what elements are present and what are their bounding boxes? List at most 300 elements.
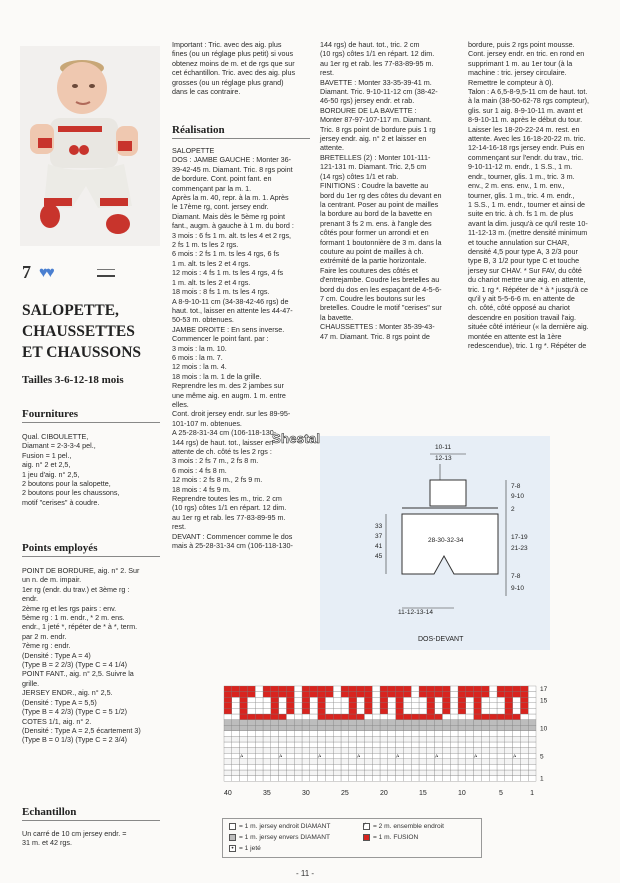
grid-cell [489, 736, 497, 742]
text-line: 1 m. alt. ts les 2 et 4 rgs. [172, 277, 251, 287]
grid-cell [411, 725, 419, 731]
grid-cell [427, 731, 435, 737]
grid-cell [232, 776, 240, 782]
grid-cell [357, 742, 365, 748]
grid-cell [466, 770, 474, 776]
grid-cell [528, 731, 536, 737]
grid-x-label: 15 [419, 790, 427, 798]
text-line: rest. [172, 522, 186, 532]
grid-cell [481, 731, 489, 737]
grid-cell [255, 692, 263, 698]
grid-cell [497, 753, 505, 759]
text-line: CHAUSSETTES : Monter 35-39-43- [320, 322, 435, 332]
grid-cell [364, 731, 372, 737]
grid-cell [341, 770, 349, 776]
grid-cell [388, 720, 396, 726]
schema-title: DOS-DEVANT [418, 636, 464, 643]
text-line: Laisser les 18-20-22-24 m. rest. en [468, 124, 580, 134]
grid-cell [333, 708, 341, 714]
grid-cell [520, 708, 528, 714]
grid-cell [271, 686, 279, 692]
grid-cell [294, 697, 302, 703]
grid-cell [286, 764, 294, 770]
grid-cell [458, 731, 466, 737]
grid-cell [302, 753, 310, 759]
text-line: Remettre le compteur à 0). [468, 77, 554, 87]
grid-cell [458, 692, 466, 698]
grid-cell [481, 725, 489, 731]
grid-cell [520, 714, 528, 720]
grid-cell [263, 692, 271, 698]
grid-cell [341, 776, 349, 782]
grid-cell [435, 736, 443, 742]
grid-cell [232, 697, 240, 703]
grid-cell [528, 748, 536, 754]
grid-cell [450, 731, 458, 737]
grid-cell [388, 708, 396, 714]
text-line: attente. [320, 143, 344, 153]
grid-cell [325, 759, 333, 765]
grid-cell [349, 748, 357, 754]
grid-cell [240, 686, 248, 692]
schema-right-label: 17-19 [511, 534, 528, 541]
grid-cell [481, 764, 489, 770]
grid-cell [419, 742, 427, 748]
decrease-symbol: ⁄• [435, 754, 439, 760]
schema-right-label: 7-8 [511, 483, 521, 490]
title-line: ET CHAUSSONS [22, 344, 142, 361]
grid-cell [474, 692, 482, 698]
grid-cell [466, 748, 474, 754]
grid-cell [458, 770, 466, 776]
grid-cell [450, 720, 458, 726]
grid-cell [481, 748, 489, 754]
stitch-grid-chart [222, 684, 552, 802]
grid-cell [271, 748, 279, 754]
text-line: 2ème rg et les rgs pairs : env. [22, 603, 117, 613]
grid-cell [489, 708, 497, 714]
grid-cell [247, 748, 255, 754]
text-line: descendre en position travail l'aig. [468, 312, 577, 322]
grid-cell [286, 742, 294, 748]
grid-cell [286, 725, 294, 731]
realisation-heading: Réalisation [172, 124, 310, 139]
grid-cell [333, 753, 341, 759]
grid-cell [302, 731, 310, 737]
grid-y-label: 17 [540, 686, 548, 694]
text-line: montée en attente est la 1ère [468, 331, 562, 341]
grid-cell [302, 736, 310, 742]
grid-cell [435, 720, 443, 726]
grid-cell [474, 714, 482, 720]
decrease-symbol: ⁄• [513, 754, 517, 760]
grid-cell [388, 776, 396, 782]
grid-cell [325, 686, 333, 692]
grid-cell [224, 692, 232, 698]
grid-cell [271, 725, 279, 731]
text-line: une même aig. en augm. 1 m. entre [172, 390, 286, 400]
grid-cell [302, 759, 310, 765]
grid-cell [255, 686, 263, 692]
grid-x-label: 10 [458, 790, 466, 798]
fournitures-list [22, 432, 120, 507]
grid-cell [294, 742, 302, 748]
grid-cell [388, 770, 396, 776]
grid-cell [474, 686, 482, 692]
schema-right-label: 9-10 [511, 585, 525, 592]
grid-cell [450, 764, 458, 770]
grid-cell [435, 776, 443, 782]
grid-cell [279, 686, 287, 692]
grid-cell [247, 686, 255, 692]
grid-cell [341, 720, 349, 726]
text-line: 12 mois : 4 fs 1 m. ts les 4 rgs, 4 fs [172, 268, 284, 278]
grid-cell [247, 753, 255, 759]
grid-cell [396, 725, 404, 731]
grid-cell [271, 759, 279, 765]
grid-cell [310, 770, 318, 776]
grid-cell [341, 753, 349, 759]
grid-cell [364, 714, 372, 720]
grid-cell [513, 697, 521, 703]
text-line: tric. 1 rg *. Répéter de * à * jusqu'à ce [468, 284, 589, 294]
grid-cell [341, 708, 349, 714]
grid-cell [310, 686, 318, 692]
grid-cell [419, 759, 427, 765]
grid-cell [279, 764, 287, 770]
grid-cell [427, 770, 435, 776]
text-line: Monter 87-97-107-117 m. Diamant. [320, 115, 432, 125]
text-line: 7ème rg : endr. [22, 641, 71, 651]
text-line: couture au point de mailles à ch. [320, 246, 424, 256]
grid-cell [325, 770, 333, 776]
grid-cell [286, 753, 294, 759]
grid-cell [271, 742, 279, 748]
grid-cell [419, 731, 427, 737]
grid-cell [240, 742, 248, 748]
grid-cell [450, 770, 458, 776]
text-line: grille. [22, 678, 40, 688]
grid-cell [411, 720, 419, 726]
grid-cell [279, 703, 287, 709]
grid-cell [349, 686, 357, 692]
grid-cell [458, 736, 466, 742]
sizes-subtitle: Tailles 3-6-12-18 mois [22, 374, 124, 386]
text-line: qu'il y ait 5-5-6-6 m. en attente de [468, 293, 575, 303]
text-line: la bavette. [320, 312, 354, 322]
grid-cell [364, 725, 372, 731]
grid-cell [411, 697, 419, 703]
grid-cell [232, 708, 240, 714]
text-line: endr. [22, 594, 38, 604]
text-line: POINT FANT., aig. n° 2,5. Suivre la [22, 669, 134, 679]
grid-cell [497, 776, 505, 782]
grid-cell [286, 692, 294, 698]
grid-cell [224, 703, 232, 709]
text-line: du chariot mettre une aig. en attente, [468, 275, 586, 285]
grid-cell [396, 686, 404, 692]
text-line: 3 mois : la m. 10. [172, 343, 227, 353]
grid-cell [528, 686, 536, 692]
grid-cell [302, 748, 310, 754]
grid-cell [450, 753, 458, 759]
grid-cell [419, 770, 427, 776]
text-line: endr., 1 jeté *, répéter de * à *, term. [22, 622, 138, 632]
grid-cell [271, 714, 279, 720]
grid-cell [232, 686, 240, 692]
grid-cell [481, 759, 489, 765]
grid-cell [364, 764, 372, 770]
grid-cell [224, 708, 232, 714]
grid-cell [505, 714, 513, 720]
text-line: haut. tot., laisser en attente les 44-47- [172, 305, 293, 315]
grid-cell [466, 720, 474, 726]
grid-cell [357, 697, 365, 703]
text-line: jersey endr. aig. n° 2 et laisser en [320, 134, 427, 144]
text-line: attente. Avec les 16-18-20-22 m. tric. [468, 134, 586, 144]
grid-cell [403, 697, 411, 703]
grid-cell [247, 725, 255, 731]
grid-cell [318, 770, 326, 776]
grid-cell [357, 686, 365, 692]
grid-cell [466, 776, 474, 782]
grid-y-label: 10 [540, 725, 548, 733]
grid-cell [232, 742, 240, 748]
grid-cell [247, 759, 255, 765]
grid-cell [310, 742, 318, 748]
grid-cell [474, 708, 482, 714]
grid-cell [372, 742, 380, 748]
grid-cell [372, 725, 380, 731]
schema-right-label: 9-10 [511, 493, 525, 500]
legend-label: = 1 jeté [239, 845, 261, 852]
grid-cell [388, 742, 396, 748]
text-line: DEVANT : Commencer comme le dos [172, 531, 293, 541]
grid-cell [240, 703, 248, 709]
grid-cell [442, 697, 450, 703]
grid-cell [294, 776, 302, 782]
grid-cell [349, 770, 357, 776]
grid-cell [286, 708, 294, 714]
text-line: 46-50 rgs) jersey endr. et rab. [320, 96, 415, 106]
grid-cell [255, 748, 263, 754]
grid-cell [286, 776, 294, 782]
grid-cell [489, 725, 497, 731]
grid-cell [489, 714, 497, 720]
grid-cell [520, 753, 528, 759]
grid-cell [255, 703, 263, 709]
text-line: 101-107 m. obtenues. [172, 418, 242, 428]
grid-cell [411, 692, 419, 698]
text-line: (14 rgs) côtes 1/1 et rab. [320, 171, 399, 181]
grid-cell [255, 697, 263, 703]
grid-cell [388, 764, 396, 770]
grid-cell [310, 708, 318, 714]
grid-cell [349, 736, 357, 742]
grid-cell [240, 708, 248, 714]
grid-cell [458, 720, 466, 726]
grid-cell [466, 731, 474, 737]
text-line: suite en tric. à ch. fs 1 m. de plus [468, 209, 574, 219]
grid-cell [263, 742, 271, 748]
grid-cell [318, 703, 326, 709]
grid-cell [341, 697, 349, 703]
text-line: 2 fs 1 m. ts les 2 rgs. [172, 240, 239, 250]
grid-cell [528, 714, 536, 720]
grid-cell [505, 692, 513, 698]
legend-swatch [229, 834, 236, 841]
text-line: COTES 1/1, aig. n° 2. [22, 716, 92, 726]
text-line: par 2 m. endr. [22, 631, 67, 641]
grid-cell [302, 708, 310, 714]
schema-left-label: 37 [375, 533, 383, 540]
decrease-symbol: ⁄• [240, 754, 244, 760]
grid-cell [333, 736, 341, 742]
text-line: Fusion = 1 pel., [22, 450, 72, 460]
grid-cell [458, 725, 466, 731]
grid-cell [302, 720, 310, 726]
grid-cell [513, 703, 521, 709]
text-line: (Densité : Type A = 4) [22, 650, 91, 660]
grid-cell [442, 753, 450, 759]
grid-cell [349, 742, 357, 748]
grid-cell [380, 753, 388, 759]
grid-cell [520, 776, 528, 782]
grid-cell [497, 692, 505, 698]
grid-cell [520, 764, 528, 770]
text-line: Talon : A 6,5-8-9,5-11 cm de haut. tot. [468, 87, 588, 97]
grid-cell [302, 714, 310, 720]
grid-cell [279, 714, 287, 720]
grid-cell [396, 692, 404, 698]
grid-cell [263, 753, 271, 759]
grid-cell [450, 759, 458, 765]
grid-cell [341, 748, 349, 754]
text-line: 5ème rg : 1 m. endr., * 2 m. ens. [22, 613, 125, 623]
grid-cell [349, 697, 357, 703]
grid-cell [341, 692, 349, 698]
grid-cell [411, 703, 419, 709]
grid-cell [364, 776, 372, 782]
text-line: (Densité : Type A = 5,5) [22, 697, 97, 707]
text-line: 31 m. et 42 rgs. [22, 838, 72, 848]
grid-cell [528, 759, 536, 765]
grid-cell [294, 770, 302, 776]
grid-cell [419, 714, 427, 720]
grid-cell [224, 748, 232, 754]
grid-cell [528, 753, 536, 759]
grid-cell [232, 725, 240, 731]
text-line: située côté intérieur (« la dernière aig. [468, 322, 589, 332]
grid-cell [396, 708, 404, 714]
grid-cell [349, 776, 357, 782]
grid-cell [474, 742, 482, 748]
text-line: Faire les coutures des côtés et [320, 265, 418, 275]
grid-cell [489, 697, 497, 703]
grid-cell [528, 742, 536, 748]
grid-cell [450, 703, 458, 709]
grid-cell [357, 708, 365, 714]
grid-cell [232, 748, 240, 754]
text-line: obtenez moins de m. et de rgs que sur [172, 58, 295, 68]
grid-cell [271, 736, 279, 742]
grid-cell [325, 748, 333, 754]
text-line: dans le cas contraire. [172, 87, 241, 97]
grid-cell [294, 686, 302, 692]
grid-cell [294, 753, 302, 759]
grid-cell [419, 753, 427, 759]
grid-cell [466, 703, 474, 709]
grid-cell [310, 703, 318, 709]
grid-cell [224, 731, 232, 737]
grid-cell [505, 776, 513, 782]
grid-cell [357, 720, 365, 726]
grid-cell [513, 725, 521, 731]
grid-cell [364, 748, 372, 754]
grid-cell [310, 736, 318, 742]
grid-cell [271, 703, 279, 709]
grid-cell [232, 736, 240, 742]
grid-cell [403, 753, 411, 759]
grid-cell [263, 720, 271, 726]
grid-cell [435, 764, 443, 770]
legend-swatch: ⁄ [363, 823, 370, 830]
text-line: d'entrejambe. Coudre les bretelles au [320, 275, 440, 285]
grid-cell [489, 720, 497, 726]
grid-cell [489, 776, 497, 782]
grid-cell [302, 742, 310, 748]
grid-cell [286, 736, 294, 742]
grid-cell [333, 720, 341, 726]
grid-cell [224, 742, 232, 748]
grid-cell [247, 736, 255, 742]
grid-cell [427, 692, 435, 698]
text-line: type B, 3 1/2 pour type C et touche [468, 256, 580, 266]
grid-cell [450, 692, 458, 698]
grid-cell [341, 759, 349, 765]
text-line: prenant 3 fs 2 m. ens. à l'angle des [320, 218, 432, 228]
grid-cell [279, 776, 287, 782]
grid-cell [442, 720, 450, 726]
grid-cell [427, 708, 435, 714]
grid-cell [333, 759, 341, 765]
grid-cell [528, 776, 536, 782]
grid-cell [427, 686, 435, 692]
grid-cell [505, 725, 513, 731]
grid-cell [489, 686, 497, 692]
grid-cell [474, 770, 482, 776]
text-line: 8-9-10-11 m. après le début du tour. [468, 115, 583, 125]
grid-cell [279, 725, 287, 731]
grid-cell [349, 764, 357, 770]
grid-cell [294, 731, 302, 737]
grid-cell [403, 720, 411, 726]
grid-cell [349, 720, 357, 726]
grid-cell [520, 697, 528, 703]
grid-cell [442, 770, 450, 776]
grid-cell [450, 748, 458, 754]
grid-cell [372, 720, 380, 726]
legend-item [363, 834, 418, 841]
decrease-symbol: ⁄• [396, 754, 400, 760]
grid-cell [489, 742, 497, 748]
grid-cell [364, 753, 372, 759]
grid-cell [505, 731, 513, 737]
grid-cell [489, 764, 497, 770]
legend-swatch [363, 834, 370, 841]
grid-cell [247, 697, 255, 703]
grid-cell [224, 759, 232, 765]
